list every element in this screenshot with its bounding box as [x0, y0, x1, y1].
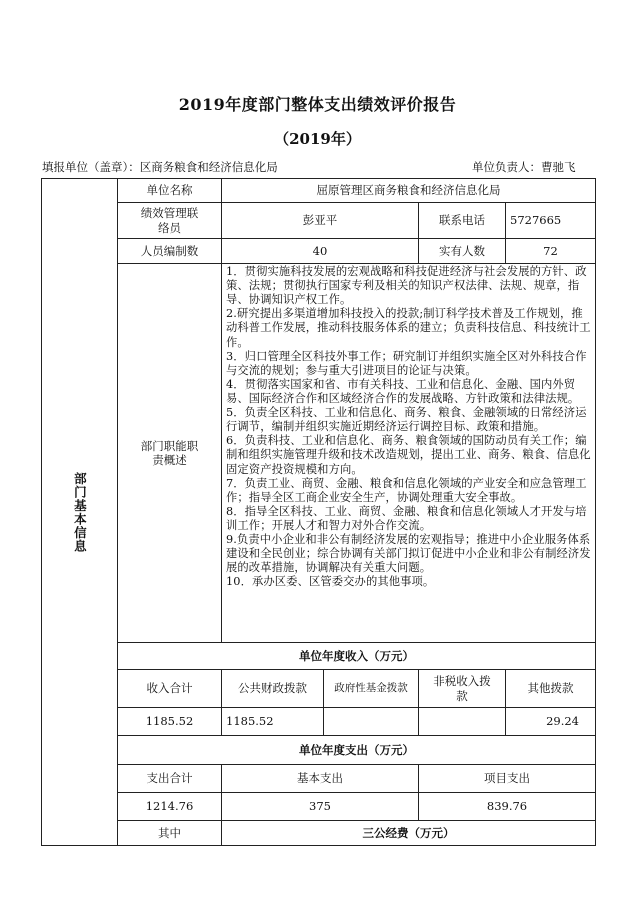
expense-header: 单位年度支出（万元） — [118, 736, 596, 765]
filing-unit-value: 区商务粮食和经济信息化局 — [139, 160, 278, 174]
duty-item: 7．负责工业、商贸、金融、粮食和信息化领域的产业安全和应急管理工作；指导全区工商企业安全生产，协调处理重大安全事故。 — [226, 476, 587, 504]
duty-item: 4．贯彻落实国家和省、市有关科技、工业和信息化、金融、国内外贸易、国际经济合作和区域经济合作的发展战略、方针政策和法律法规。 — [226, 377, 580, 405]
duties-content — [222, 264, 596, 643]
income-header: 单位年度收入（万元） — [118, 643, 596, 670]
income-col-total: 收入合计 — [118, 670, 222, 708]
income-col-nontax-text: 非税收入拨款 — [433, 674, 491, 703]
side-label-cell — [42, 179, 118, 846]
side-label: 部门基本信息 — [72, 471, 88, 553]
income-col-fund: 政府性基金拨款 — [324, 670, 419, 708]
staff-quota-value: 40 — [222, 239, 419, 264]
duties-label-text: 部门职能职责概述 — [140, 438, 199, 467]
unit-head-label: 单位负责人： — [472, 160, 541, 174]
expense-project-value: 839.76 — [419, 793, 596, 821]
duty-item: 9.负责中小企业和非公有制经济发展的宏观指导；推进中小企业服务体系建设和全民创业；综合协调有关部门拟订促进中小企业和非公有制经济发展的改革措施，协调解决有关重大问题。 — [226, 533, 591, 575]
table-row — [42, 670, 596, 708]
contact-value: 彭亚平 — [222, 203, 419, 239]
income-col-other: 其他拨款 — [506, 670, 596, 708]
filing-unit — [42, 159, 278, 175]
report-table — [41, 178, 596, 846]
expense-col-total: 支出合计 — [118, 765, 222, 793]
phone-label: 联系电话 — [419, 203, 506, 239]
contact-label-text: 绩效管理联络员 — [140, 206, 199, 235]
staff-quota-label: 人员编制数 — [118, 239, 222, 264]
table-row — [42, 643, 596, 670]
income-public-value: 1185.52 — [222, 708, 324, 736]
income-fund-value — [324, 708, 419, 736]
table-row — [42, 736, 596, 765]
unit-head-value: 曹驰飞 — [541, 160, 576, 174]
table-row — [42, 708, 596, 736]
duty-item: 3．归口管理全区科技外事工作；研究制订并组织实施全区对外科技合作与交流的规划；参与重大引进项目的论证与决策。 — [226, 349, 587, 377]
income-col-nontax — [419, 670, 506, 708]
income-other-value: 29.24 — [506, 708, 596, 736]
duty-item: 5．负责全区科技、工业和信息化、商务、粮食、金融领域的日常经济运行调节，编制并组织实施近期经济运行调控目标、政策和措施。 — [226, 406, 587, 434]
page-title: 2019年度部门整体支出绩效评价报告 — [178, 95, 457, 114]
staff-actual-value: 72 — [506, 239, 596, 264]
table-row — [42, 179, 596, 203]
three-public-expense-header: 三公经费（万元） — [222, 821, 596, 846]
duty-item: 8．指导全区科技、工业、商贸、金融、粮食和信息化领域人才开发与培训工作；开展人才和智力对外合作交流。 — [226, 504, 587, 532]
table-row — [42, 203, 596, 239]
expense-col-basic: 基本支出 — [222, 765, 419, 793]
income-col-public: 公共财政拨款 — [222, 670, 324, 708]
duty-item: 6．负责科技、工业和信息化、商务、粮食领域的国防动员有关工作；编制和组织实施管理升级和技术改造规划，提出工业、商务、粮食、信息化固定资产投资规模和方向。 — [226, 434, 591, 476]
unit-name-value: 屈原管理区商务粮食和经济信息化局 — [222, 179, 596, 203]
table-row — [42, 239, 596, 264]
unit-head — [472, 159, 576, 175]
expense-col-project: 项目支出 — [419, 765, 596, 793]
table-row — [42, 821, 596, 846]
duty-item: 1．贯彻实施科技发展的宏观战略和科技促进经济与社会发展的方针、政策、法规；贯彻执行国家专利及相关的知识产权法律、法规、规章，指导、协调知识产权工作。 — [226, 265, 587, 307]
unit-name-label: 单位名称 — [118, 179, 222, 203]
table-row — [42, 765, 596, 793]
duty-item: 2.研究提出多渠道增加科技投入的投款;制订科学技术普及工作规划，推动科普工作发展，推动科技服务体系的建立；负责科技信息、科技统计工作。 — [226, 307, 591, 349]
expense-total-value: 1214.76 — [118, 793, 222, 821]
page-subtitle: （2019年） — [274, 130, 361, 148]
filing-unit-label: 填报单位（盖章）： — [42, 160, 140, 174]
table-row — [42, 793, 596, 821]
expense-basic-value: 375 — [222, 793, 419, 821]
duties-label — [118, 264, 222, 643]
income-nontax-value — [419, 708, 506, 736]
contact-label — [118, 203, 222, 239]
income-total-value: 1185.52 — [118, 708, 222, 736]
table-row — [42, 264, 596, 643]
phone-value: 5727665 — [506, 203, 596, 239]
bottom-left-label: 其中 — [118, 821, 222, 846]
staff-actual-label: 实有人数 — [419, 239, 506, 264]
duty-item: 10．承办区委、区管委交办的其他事项。 — [226, 575, 435, 589]
